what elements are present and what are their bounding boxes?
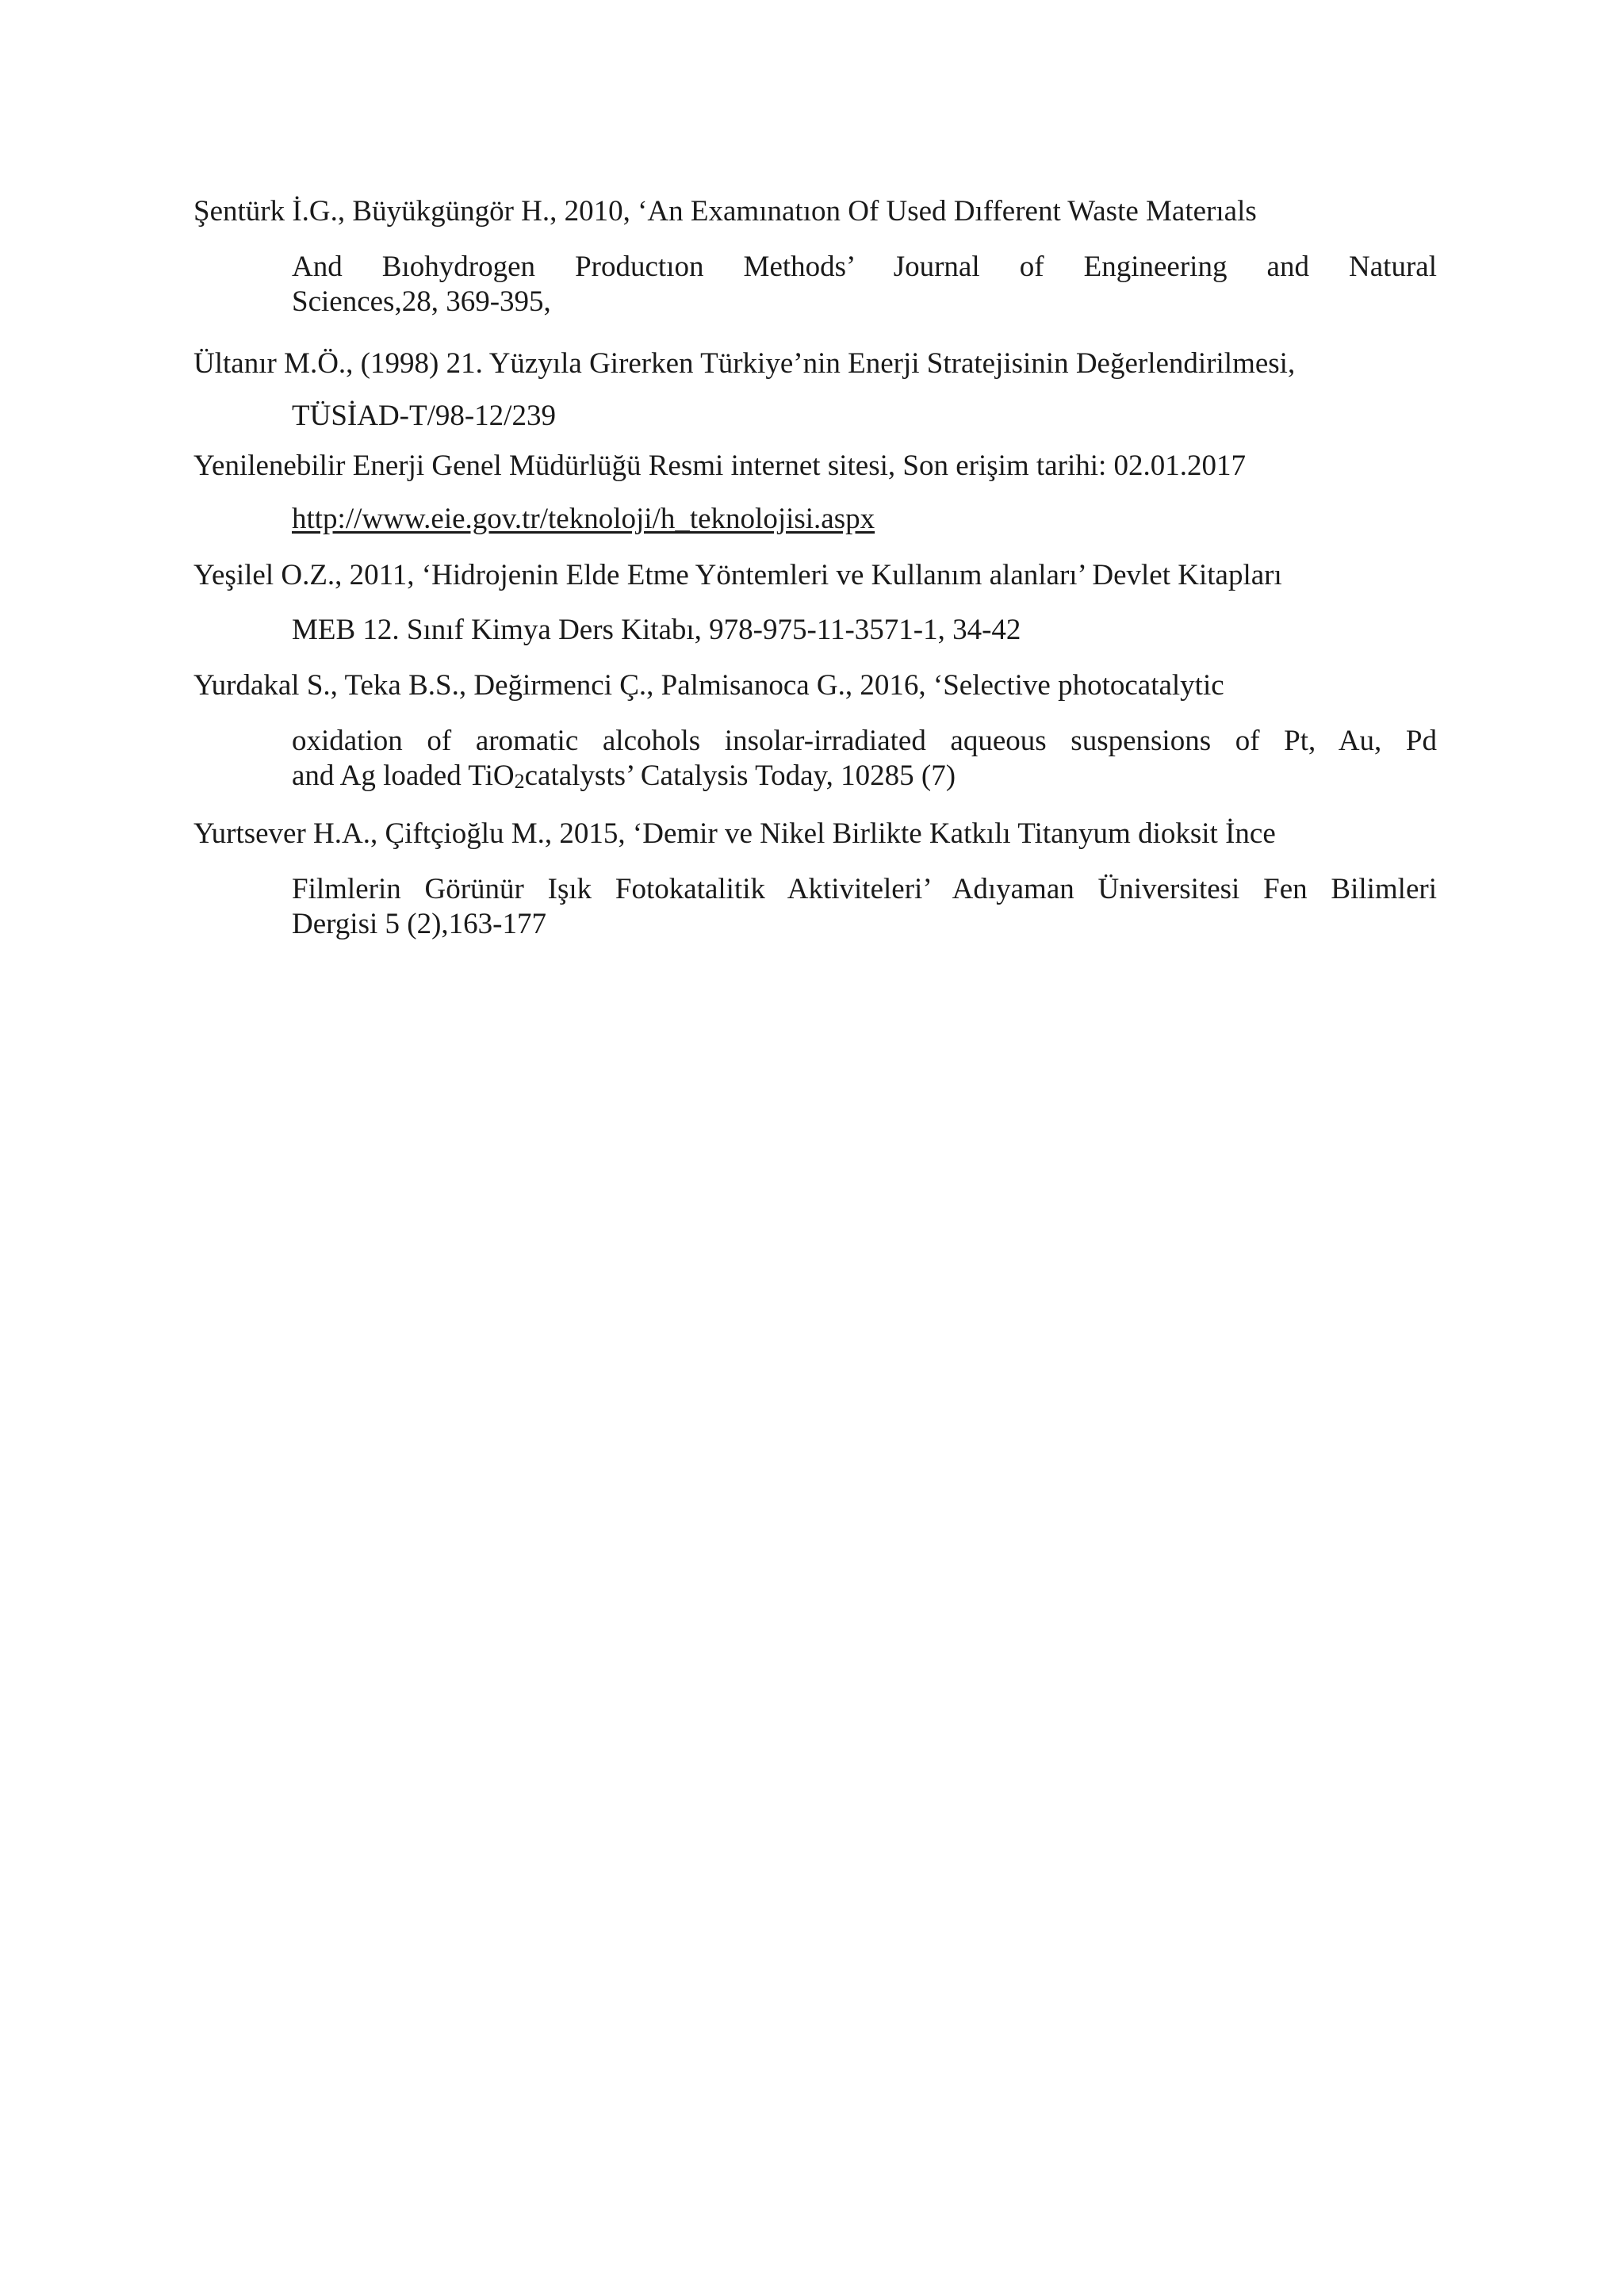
reference-continuation-line: Filmlerin Görünür Işık Fotokatalitik Aktiviteleri’ Adıyaman Üniversitesi Fen Bilimleri <box>292 873 1437 905</box>
reference-url-link[interactable]: http://www.eie.gov.tr/teknoloji/h_teknolojisi.aspx <box>292 503 875 535</box>
reference-first-line: Yenilenebilir Enerji Genel Müdürlüğü Resmi internet sitesi, Son erişim tarihi: 02.01.2017 <box>193 450 1247 482</box>
reference-continuation-line: oxidation of aromatic alcohols insolar-irradiated aqueous suspensions of Pt, Au, Pd <box>292 725 1437 757</box>
reference-continuation-line: TÜSİAD-T/98-12/239 <box>292 400 556 432</box>
reference-first-line: Yurtsever H.A., Çiftçioğlu M., 2015, ‘Demir ve Nikel Birlikte Katkılı Titanyum dioksit İnce <box>193 817 1276 850</box>
reference-continuation-line: Dergisi 5 (2),163-177 <box>292 908 546 940</box>
reference-first-line: Yurdakal S., Teka B.S., Değirmenci Ç., Palmisanoca G., 2016, ‘Selective photocatalytic <box>193 669 1224 702</box>
subscript-number: 2 <box>514 770 525 793</box>
reference-continuation-line: And Bıohydrogen Productıon Methods’ Journal of Engineering and Natural <box>292 251 1437 283</box>
reference-text: catalysts’ Catalysis Today, 10285 (7) <box>524 760 956 792</box>
reference-continuation-line <box>292 759 1437 794</box>
reference-continuation-line: MEB 12. Sınıf Kimya Ders Kitabı, 978-975-11-3571-1, 34-42 <box>292 614 1021 646</box>
reference-continuation-line: Sciences,28, 369-395, <box>292 285 551 318</box>
reference-first-line: Ültanır M.Ö., (1998) 21. Yüzyıla Girerken Türkiye’nin Enerji Stratejisinin Değerlendirilmesi, <box>193 347 1296 380</box>
reference-text: and Ag loaded TiO <box>292 760 515 792</box>
reference-first-line: Yeşilel O.Z., 2011, ‘Hidrojenin Elde Etme Yöntemleri ve Kullanım alanları’ Devlet Kitapları <box>193 559 1282 591</box>
reference-first-line: Şentürk İ.G., Büyükgüngör H., 2010, ‘An Examınatıon Of Used Dıfferent Waste Materıals <box>193 195 1257 228</box>
